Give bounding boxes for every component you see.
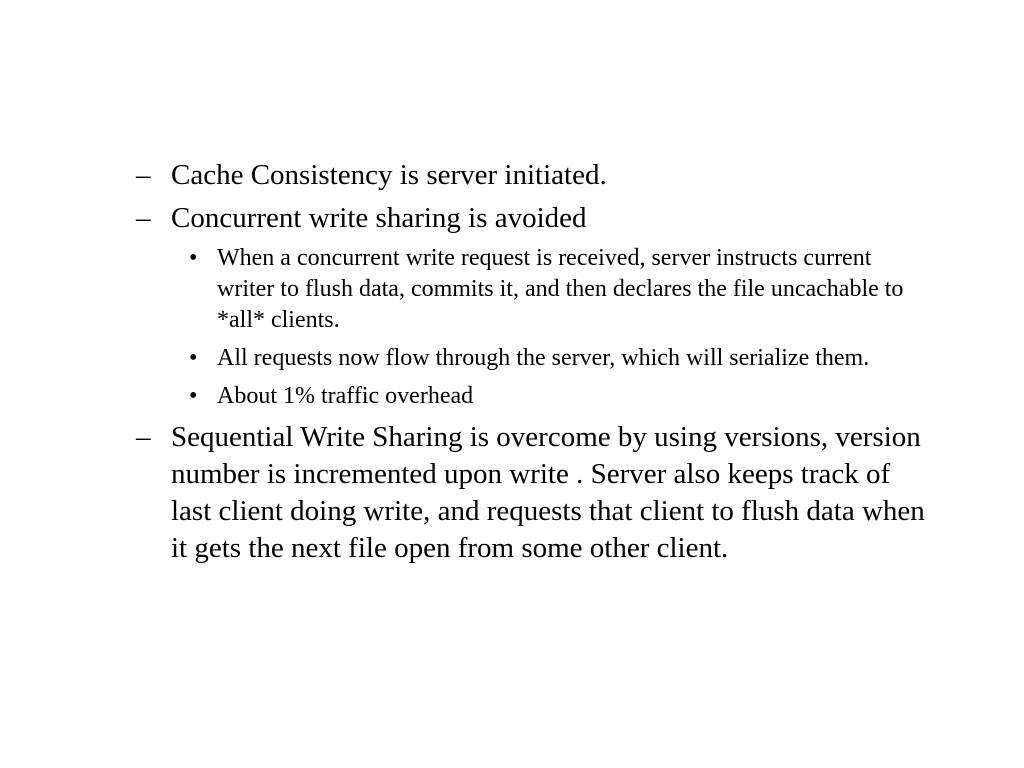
bullet-dot-marker: •: [189, 383, 198, 409]
bullet-text: Sequential Write Sharing is overcome by using versions, version number is incremented upon write . Server also keeps track of last client doing write, and requests that client to flush data when it gets the next file open from some other client.: [171, 421, 925, 564]
dash-marker: –: [136, 421, 151, 453]
dash-marker: –: [136, 202, 151, 234]
sub-bullet-text: When a concurrent write request is received, server instructs current writer to flush data, commits it, and then declares the file uncachable to *all* clients.: [217, 245, 904, 333]
sub-bullet-text: All requests now flow through the server, which will serialize them.: [217, 345, 870, 371]
sub-bullet-item: [136, 243, 926, 336]
dash-marker: –: [136, 159, 151, 191]
bullet-text: Cache Consistency is server initiated.: [171, 159, 607, 191]
bullet-dot-marker: •: [189, 345, 198, 371]
bullet-dot-marker: •: [189, 245, 198, 271]
bullet-text: Concurrent write sharing is avoided: [171, 202, 587, 234]
bullet-list: [136, 157, 926, 573]
sub-bullet-list: [136, 243, 926, 412]
bullet-item: [136, 157, 926, 194]
sub-bullet-text: About 1% traffic overhead: [217, 383, 474, 409]
sub-bullet-item: [136, 343, 926, 374]
bullet-item: [136, 200, 926, 237]
bullet-item: [136, 419, 926, 567]
sub-bullet-item: [136, 381, 926, 412]
